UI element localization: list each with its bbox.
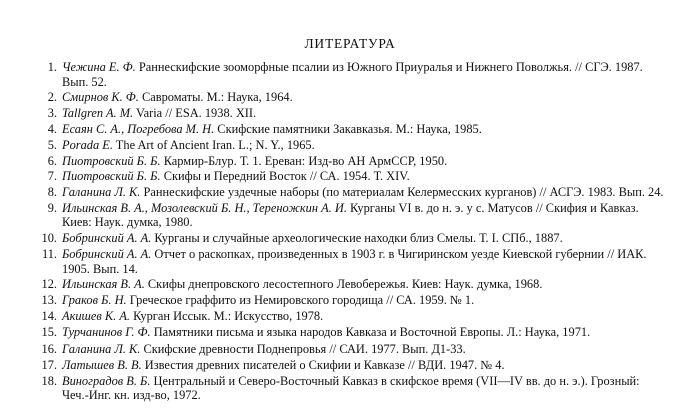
reference-text: Varia // ESA. 1938. XII. — [133, 106, 257, 121]
reference-author: Акишев К. А. — [62, 308, 130, 323]
reference-text: Кармир-Блур. Т. 1. Ереван: Изд-во АН АрмССР, 1950. — [160, 153, 448, 168]
reference-number: 8. — [47, 185, 57, 200]
reference-author: Смирнов К. Ф. — [62, 90, 139, 105]
reference-number: 17. — [41, 358, 57, 373]
reference-text: Курганы и случайные археологические находки близ Смелы. Т. I. СПб., 1887. — [151, 231, 563, 246]
reference-author: Бобринский А. А. — [62, 231, 152, 246]
reference-text: Раннескифские зооморфные псалии из Южного Приуралья и Нижнего Поволжья. // СГЭ. 1987. Вып. 52. — [62, 60, 643, 89]
reference-number: 9. — [47, 200, 57, 215]
reference-item — [36, 342, 664, 357]
reference-author: Чежина Е. Ф. — [62, 60, 136, 74]
reference-text: Известия древних писателей о Скифии и Кавказе // ВДИ. 1947. № 4. — [141, 358, 505, 373]
reference-text: The Art of Ancient Iran. L.; N. Y., 1965. — [112, 137, 315, 152]
reference-text: Раннескифские уздечные наборы (по материалам Келермесских курганов) // АСГЭ. 1983. Вып. 24. — [140, 185, 664, 200]
reference-number: 6. — [47, 153, 57, 168]
reference-author: Галанина Л. К. — [62, 185, 141, 200]
reference-text: Курган Иссык. М.: Искусство, 1978. — [129, 308, 324, 323]
reference-text: Скифы днепровского лесостепного Левобережья. Киев: Наук. думка, 1968. — [144, 277, 543, 292]
reference-item — [36, 374, 664, 403]
reference-list — [36, 60, 664, 404]
reference-number: 2. — [47, 90, 57, 105]
reference-number: 1. — [47, 60, 57, 74]
reference-item — [36, 90, 664, 105]
reference-text: Курганы VI в. до н. э. у с. Матусов // Скифия и Кавказ. Киев: Наук. думка, 1980. — [62, 200, 639, 230]
reference-author: Есаян С. А., Погребова М. Н. — [62, 121, 215, 136]
reference-text: Греческое граффито из Немировского городища // СА. 1959. № 1. — [126, 293, 475, 308]
reference-item — [36, 169, 664, 184]
reference-text: Центральный и Северо-Восточный Кавказ в скифское время (VII—IV вв. до н. э.). Грозный: Чеч.-Инг. кн. изд-во, 1972. — [62, 373, 640, 403]
reference-item — [36, 154, 664, 169]
reference-number: 14. — [41, 308, 57, 323]
reference-text: Савроматы. М.: Наука, 1964. — [138, 90, 293, 105]
reference-author: Бобринский А. А. — [62, 247, 152, 261]
reference-author: Porada E. — [62, 137, 113, 152]
reference-author: Галанина Л. К. — [62, 342, 141, 357]
reference-item — [36, 247, 664, 276]
reference-item — [36, 325, 664, 340]
reference-number: 10. — [41, 231, 57, 246]
reference-author: Граков Б. Н. — [62, 293, 127, 308]
reference-number: 3. — [47, 106, 57, 121]
reference-number: 18. — [41, 373, 57, 388]
reference-author: Пиотровский Б. Б. — [62, 169, 161, 184]
reference-text: Скифские древности Поднепровья // САИ. 1977. Вып. Д1-33. — [140, 342, 466, 357]
reference-author: Tallgren A. M. — [62, 106, 134, 121]
reference-item — [36, 293, 664, 308]
reference-number: 12. — [41, 277, 57, 292]
reference-author: Ильинская В. А., Мозолевский Б. Н., Тереножкин А. И. — [62, 200, 347, 215]
reference-number: 4. — [47, 121, 57, 136]
reference-item — [36, 277, 664, 292]
reference-author: Виноградов В. Б. — [62, 373, 151, 388]
reference-item — [36, 60, 664, 89]
reference-number: 11. — [41, 247, 57, 261]
reference-number: 15. — [41, 324, 57, 339]
reference-number: 7. — [47, 169, 57, 184]
reference-text: Памятники письма и языка народов Кавказа и Восточной Европы. Л.: Наука, 1971. — [150, 324, 591, 339]
reference-item — [36, 185, 664, 200]
reference-text: Отчет о раскопках, произведенных в 1903 г. в Чигиринском уезде Киевской губернии // ИАК. 1905. Вып. 14. — [62, 247, 647, 276]
reference-author: Пиотровский Б. Б. — [62, 153, 161, 168]
reference-author: Латышев В. В. — [62, 358, 142, 373]
reference-item — [36, 309, 664, 324]
reference-item — [36, 358, 664, 373]
reference-number: 5. — [47, 137, 57, 152]
reference-item — [36, 122, 664, 137]
reference-author: Турчанинов Г. Ф. — [62, 324, 151, 339]
page-title: ЛИТЕРАТУРА — [304, 36, 396, 51]
reference-author: Ильинская В. А. — [62, 277, 145, 292]
reference-number: 16. — [41, 342, 57, 357]
reference-item — [36, 231, 664, 246]
reference-text: Скифы и Передний Восток // СА. 1954. Т. XIV. — [160, 169, 410, 184]
reference-item — [36, 138, 664, 153]
reference-number: 13. — [41, 293, 57, 308]
reference-item — [36, 201, 664, 230]
reference-text: Скифские памятники Закавказья. М.: Наука, 1985. — [214, 121, 482, 136]
reference-item — [36, 106, 664, 121]
